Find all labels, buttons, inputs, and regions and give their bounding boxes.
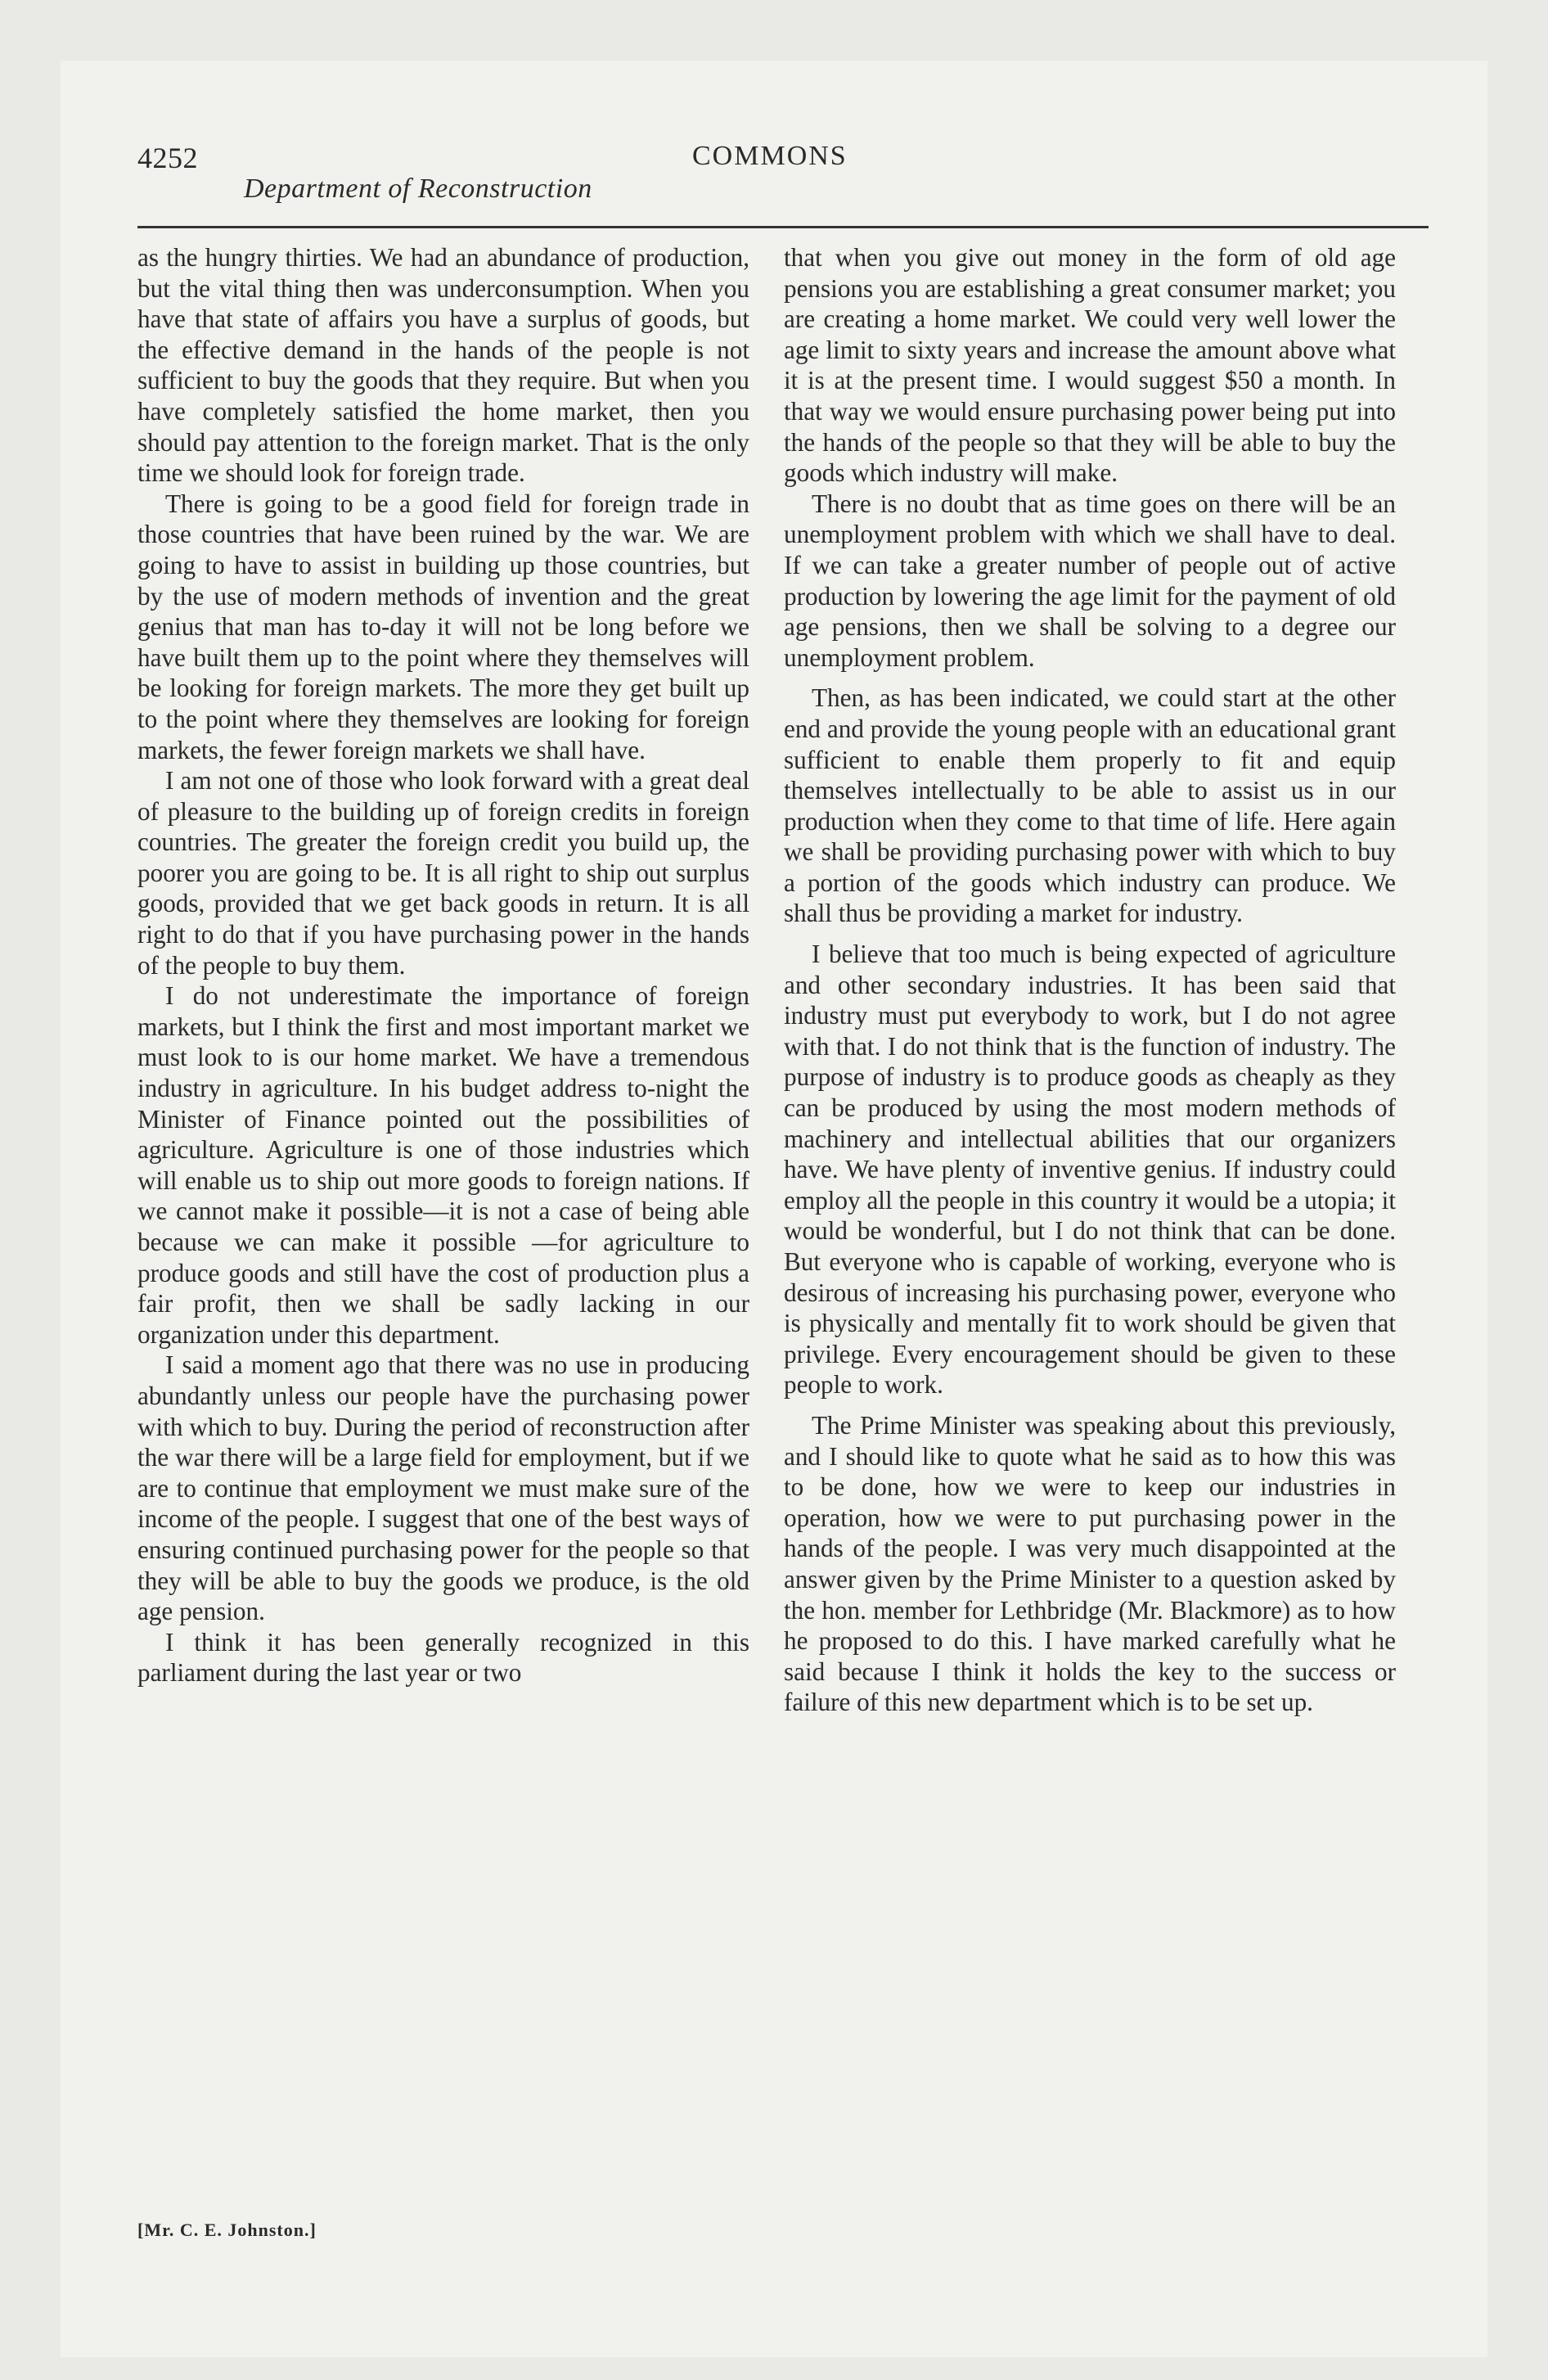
left-paragraph-2: There is going to be a good field for foreign trade in those countries that have been ruined by the war. We are going to have to assist in building up those countries, but by the use of modern methods of invention and the great genius that man has to-day it will not be long before we have built them up to the point where they themselves will be looking for foreign markets. The more they get built up to the point where they themselves are looking for foreign markets, the fewer foreign markets we shall have.	[137, 489, 749, 764]
right-paragraph-2: There is no doubt that as time goes on there will be an unemployment problem with which we shall have to deal. If we can take a greater number of people out of active production by lowering the age limit for the payment of old age pensions, then we shall be solving to a degree our unemployment problem.	[784, 489, 1396, 672]
house-title: COMMONS	[692, 141, 848, 171]
page-number: 4252	[137, 142, 198, 174]
section-title: Department of Reconstruction	[244, 174, 592, 204]
left-paragraph-4: I do not underestimate the importance of foreign markets, but I think the first and most important market we must look to is our home market. We have a tremendous industry in agriculture. In his budget address to-night the Minister of Finance pointed out the possibilities of agriculture. Agriculture is one of those industries which will enable us to ship out more goods to foreign nations. If we cannot make it possible—it is not a case of being able because we can make it possible —for agriculture to produce goods and still have the cost of production plus a fair profit, then we shall be sadly lacking in our organization under this department.	[137, 981, 749, 1349]
left-column	[137, 242, 749, 1688]
header-rule	[137, 226, 1429, 228]
right-column	[784, 242, 1396, 1718]
left-paragraph-6: I think it has been generally recognized in this parliament during the last year or two	[137, 1627, 749, 1688]
right-paragraph-4: I believe that too much is being expected of agriculture and other secondary industries. It has been said that industry must put everybody to work, but I do not agree with that. I do not think that is the function of industry. The purpose of industry is to produce goods as cheaply as they can be produced by using the most modern methods of machinery and intellectual abilities that our organizers have. We have plenty of inventive genius. If industry could employ all the people in this country it would be a utopia; it would be wonderful, but I do not think that can be done. But everyone who is capable of working, everyone who is desirous of increasing his purchasing power, everyone who is physically and mentally fit to work should be given that privilege. Every encouragement should be given to these people to work.	[784, 940, 1396, 1400]
left-paragraph-3: I am not one of those who look forward with a great deal of pleasure to the building up of foreign credits in foreign countries. The greater the foreign credit you build up, the poorer you are going to be. It is all right to ship out surplus goods, provided that we get back goods in return. It is all right to do that if you have purchasing power in the hands of the people to buy them.	[137, 766, 749, 980]
left-paragraph-1: as the hungry thirties. We had an abundance of production, but the vital thing then was underconsumption. When you have that state of affairs you have a surplus of goods, but the effective demand in the hands of the people is not sufficient to buy the goods that they require. But when you have completely satisfied the home market, then you should pay attention to the foreign market. That is the only time we should look for foreign trade.	[137, 243, 749, 488]
left-paragraph-5: I said a moment ago that there was no use in producing abundantly unless our people have the purchasing power with which to buy. During the period of reconstruction after the war there will be a large field for employment, but if we are to continue that employment we must make sure of the income of the people. I suggest that one of the best ways of ensuring continued purchasing power for the people so that they will be able to buy the goods we produce, is the old age pension.	[137, 1350, 749, 1626]
right-paragraph-5: The Prime Minister was speaking about this previously, and I should like to quote what he said as to how this was to be done, how we were to keep our industries in operation, how we were to put purchasing power in the hands of the people. I was very much disappointed at the answer given by the Prime Minister to a question asked by the hon. member for Lethbridge (Mr. Blackmore) as to how he proposed to do this. I have marked carefully what he said because I think it holds the key to the success or failure of this new department which is to be set up.	[784, 1410, 1396, 1717]
right-paragraph-3: Then, as has been indicated, we could start at the other end and provide the young people with an educational grant sufficient to enable them properly to fit and equip themselves intellectually to be able to assist us in our production when they come to that time of life. Here again we shall be providing purchasing power with which to buy a portion of the goods which industry can produce. We shall thus be providing a market for industry.	[784, 683, 1396, 928]
right-paragraph-1: that when you give out money in the form of old age pensions you are establishing a great consumer market; you are creating a home market. We could very well lower the age limit to sixty years and increase the amount above what it is at the present time. I would suggest $50 a month. In that way we would ensure purchasing power being put into the hands of the people so that they will be able to buy the goods which industry will make.	[784, 243, 1396, 488]
speaker-attribution: [Mr. C. E. Johnston.]	[137, 2220, 317, 2240]
